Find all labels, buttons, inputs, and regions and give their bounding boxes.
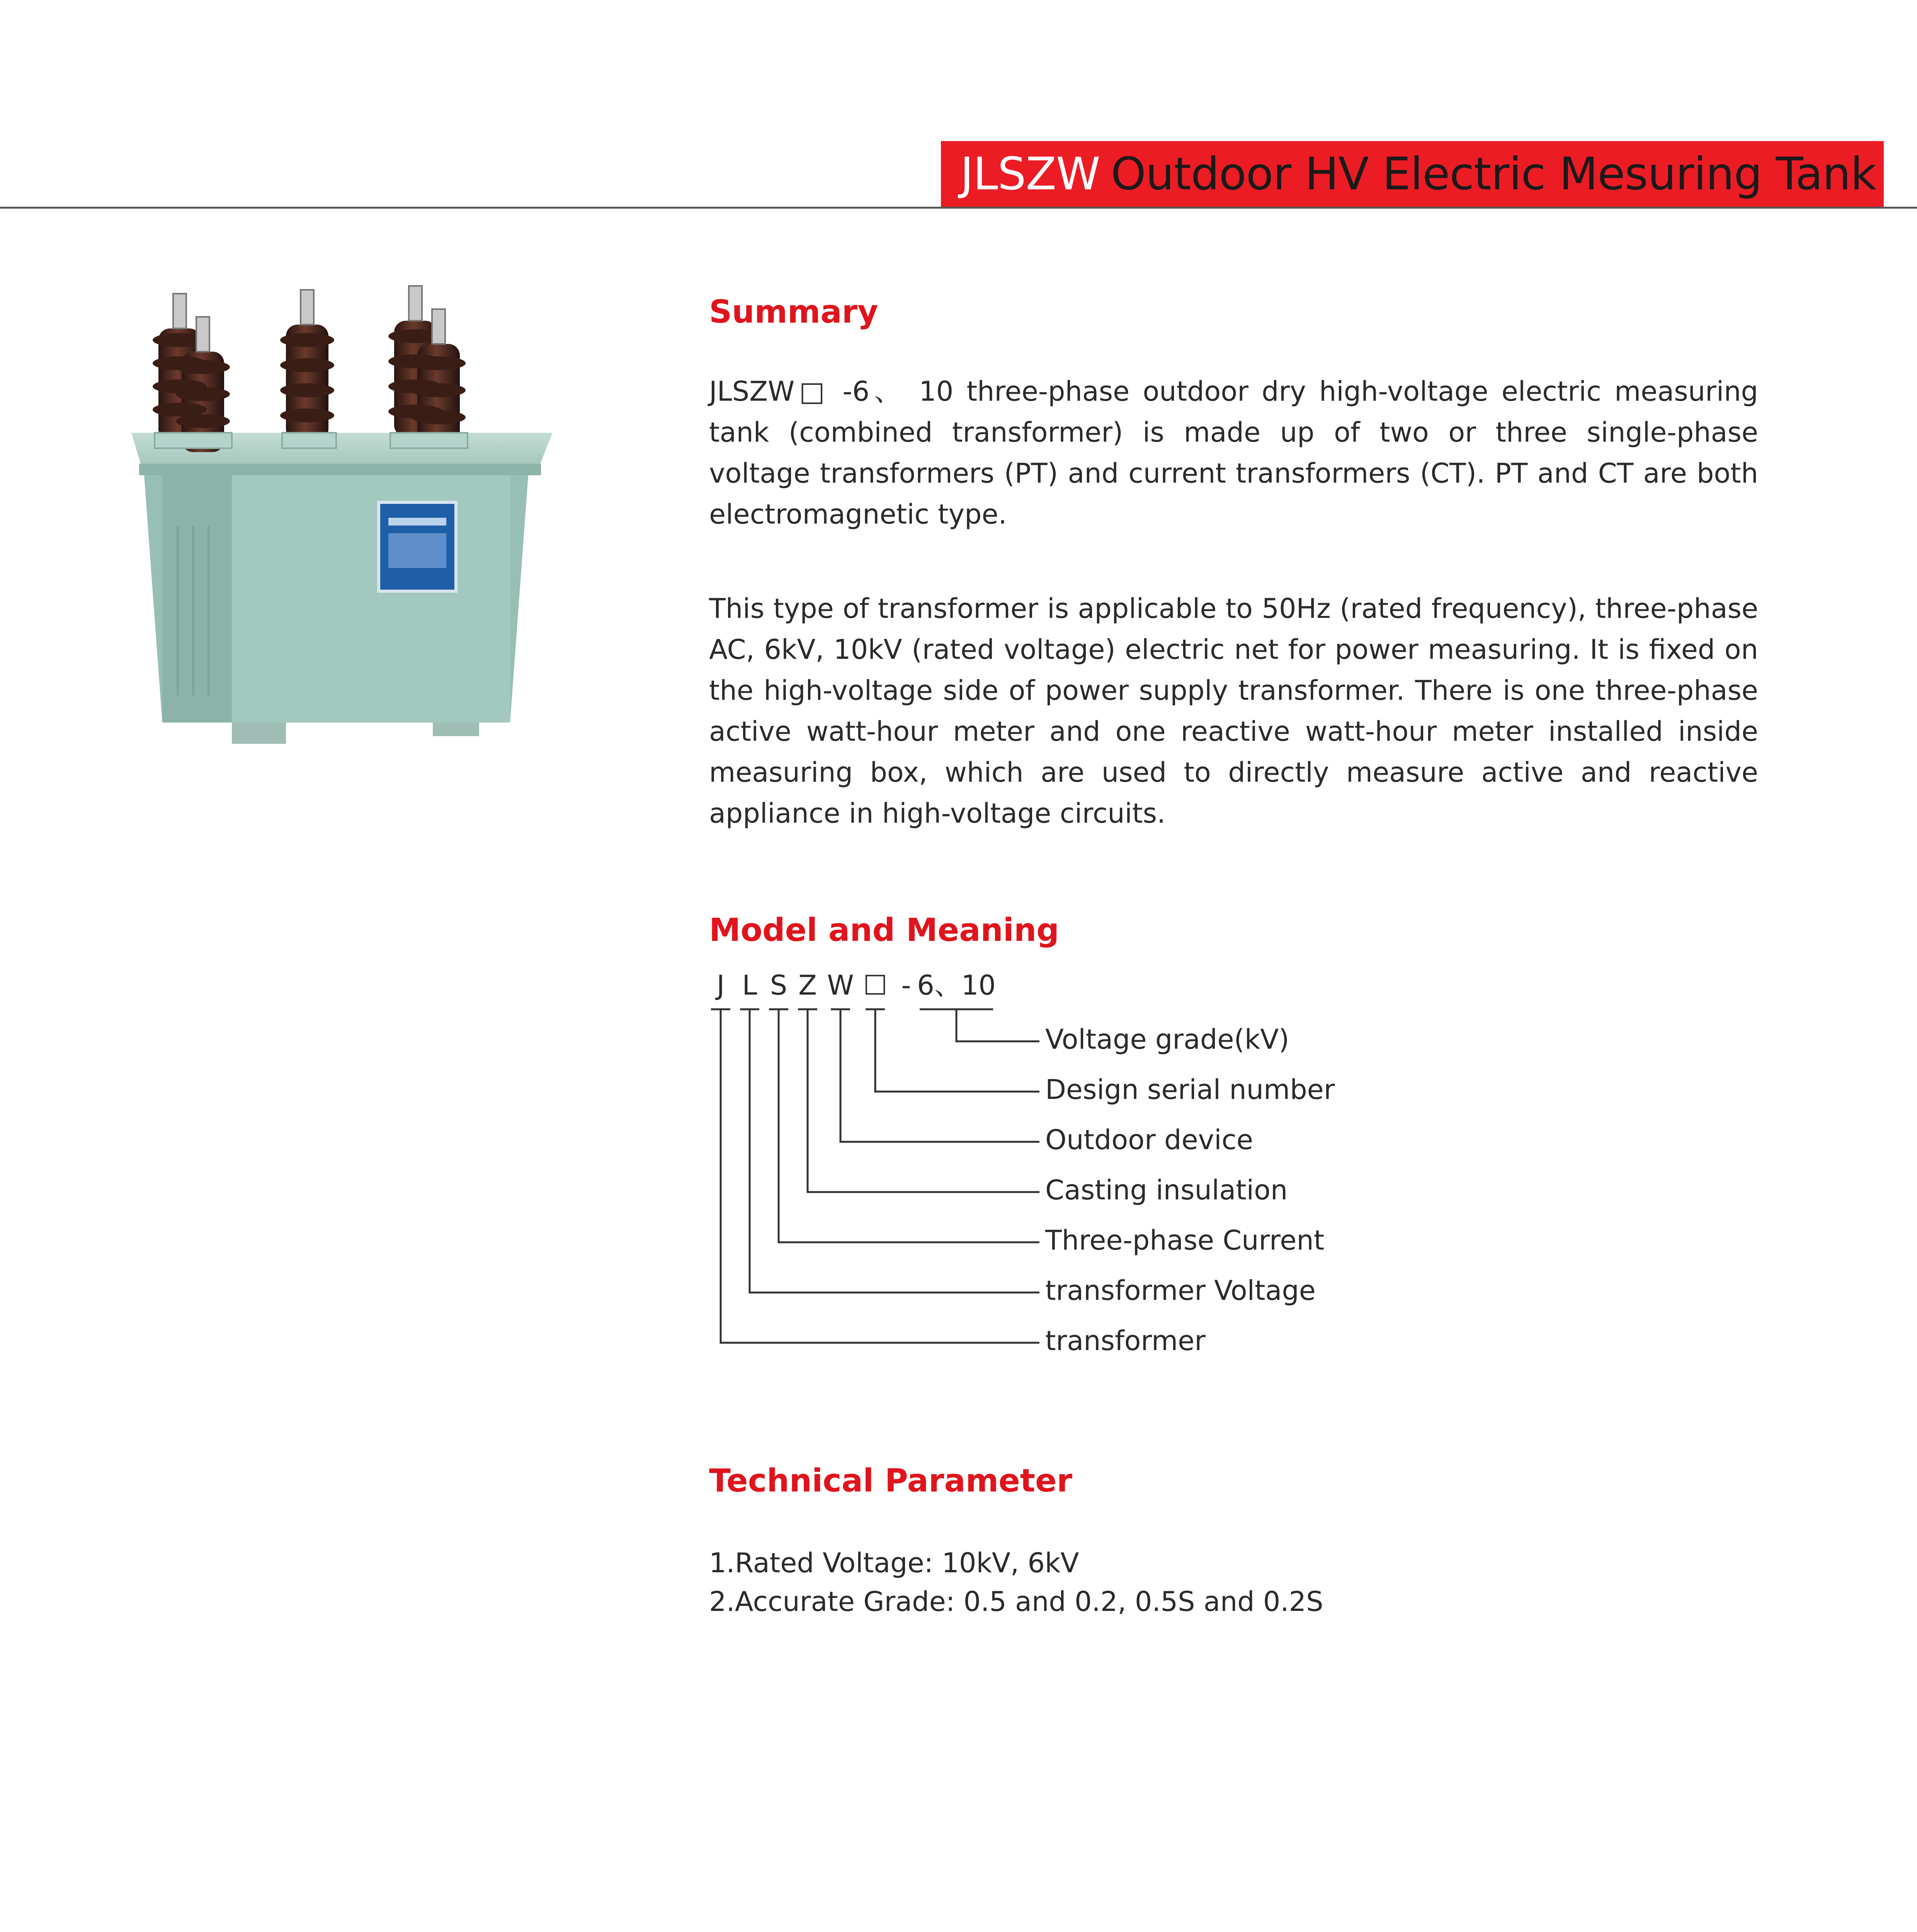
page-title (941, 141, 1884, 207)
tech-item-rated-voltage: 1.Rated Voltage: 10kV, 6kV (709, 1547, 1079, 1579)
title-text: Outdoor HV Electric Mesuring Tank (1111, 148, 1876, 200)
meaning-three-phase-current: Three-phase Current (1045, 1225, 1325, 1256)
meaning-design-serial: Design serial number (1045, 1074, 1335, 1105)
title-underline (0, 207, 1917, 209)
code-char: W (827, 969, 854, 1001)
code-char: Z (798, 969, 817, 1001)
model-heading: Model and Meaning (709, 912, 1059, 949)
meaning-outdoor-device: Outdoor device (1045, 1124, 1253, 1156)
meaning-transformer: transformer (1045, 1325, 1206, 1357)
meaning-casting-insulation: Casting insulation (1045, 1174, 1288, 1206)
technical-heading: Technical Parameter (709, 1463, 1073, 1499)
code-char: ☐ (863, 969, 888, 1001)
meaning-transformer-voltage: transformer Voltage (1045, 1275, 1316, 1306)
model-code (709, 966, 1057, 1005)
code-char: L (742, 969, 757, 1001)
summary-heading: Summary (709, 294, 878, 330)
meaning-voltage-grade: Voltage grade(kV) (1045, 1024, 1289, 1055)
summary-paragraph-2: This type of transformer is applicable to 50Hz (rated frequency), three-phase AC, 6kV, 10kV (rated voltage) electric net for power measuring. It is fixed on the high-voltage side of power supply transformer. There is one three-phase active watt-hour meter and one reactive watt-hour meter installed inside measuring box, which are used to directly measure active and reactive appliance in high-voltage circuits. (709, 593, 1758, 829)
title-model: JLSZW (960, 148, 1100, 200)
code-char: - (901, 969, 911, 1001)
code-char: J (716, 969, 725, 1001)
transformer-photo-icon (116, 278, 564, 761)
tech-item-accurate-grade: 2.Accurate Grade: 0.5 and 0.2, 0.5S and 0.2S (709, 1586, 1323, 1617)
code-char: 6、10 (917, 969, 996, 1001)
code-char: S (770, 969, 788, 1001)
summary-paragraph-1: JLSZW□ -6、 10 three-phase outdoor dry high-voltage electric measuring tank (combined transformer) is made up of two or three single-phase voltage transformers (PT) and current transformers (CT). PT and CT are both electromagnetic type. (709, 376, 1758, 530)
